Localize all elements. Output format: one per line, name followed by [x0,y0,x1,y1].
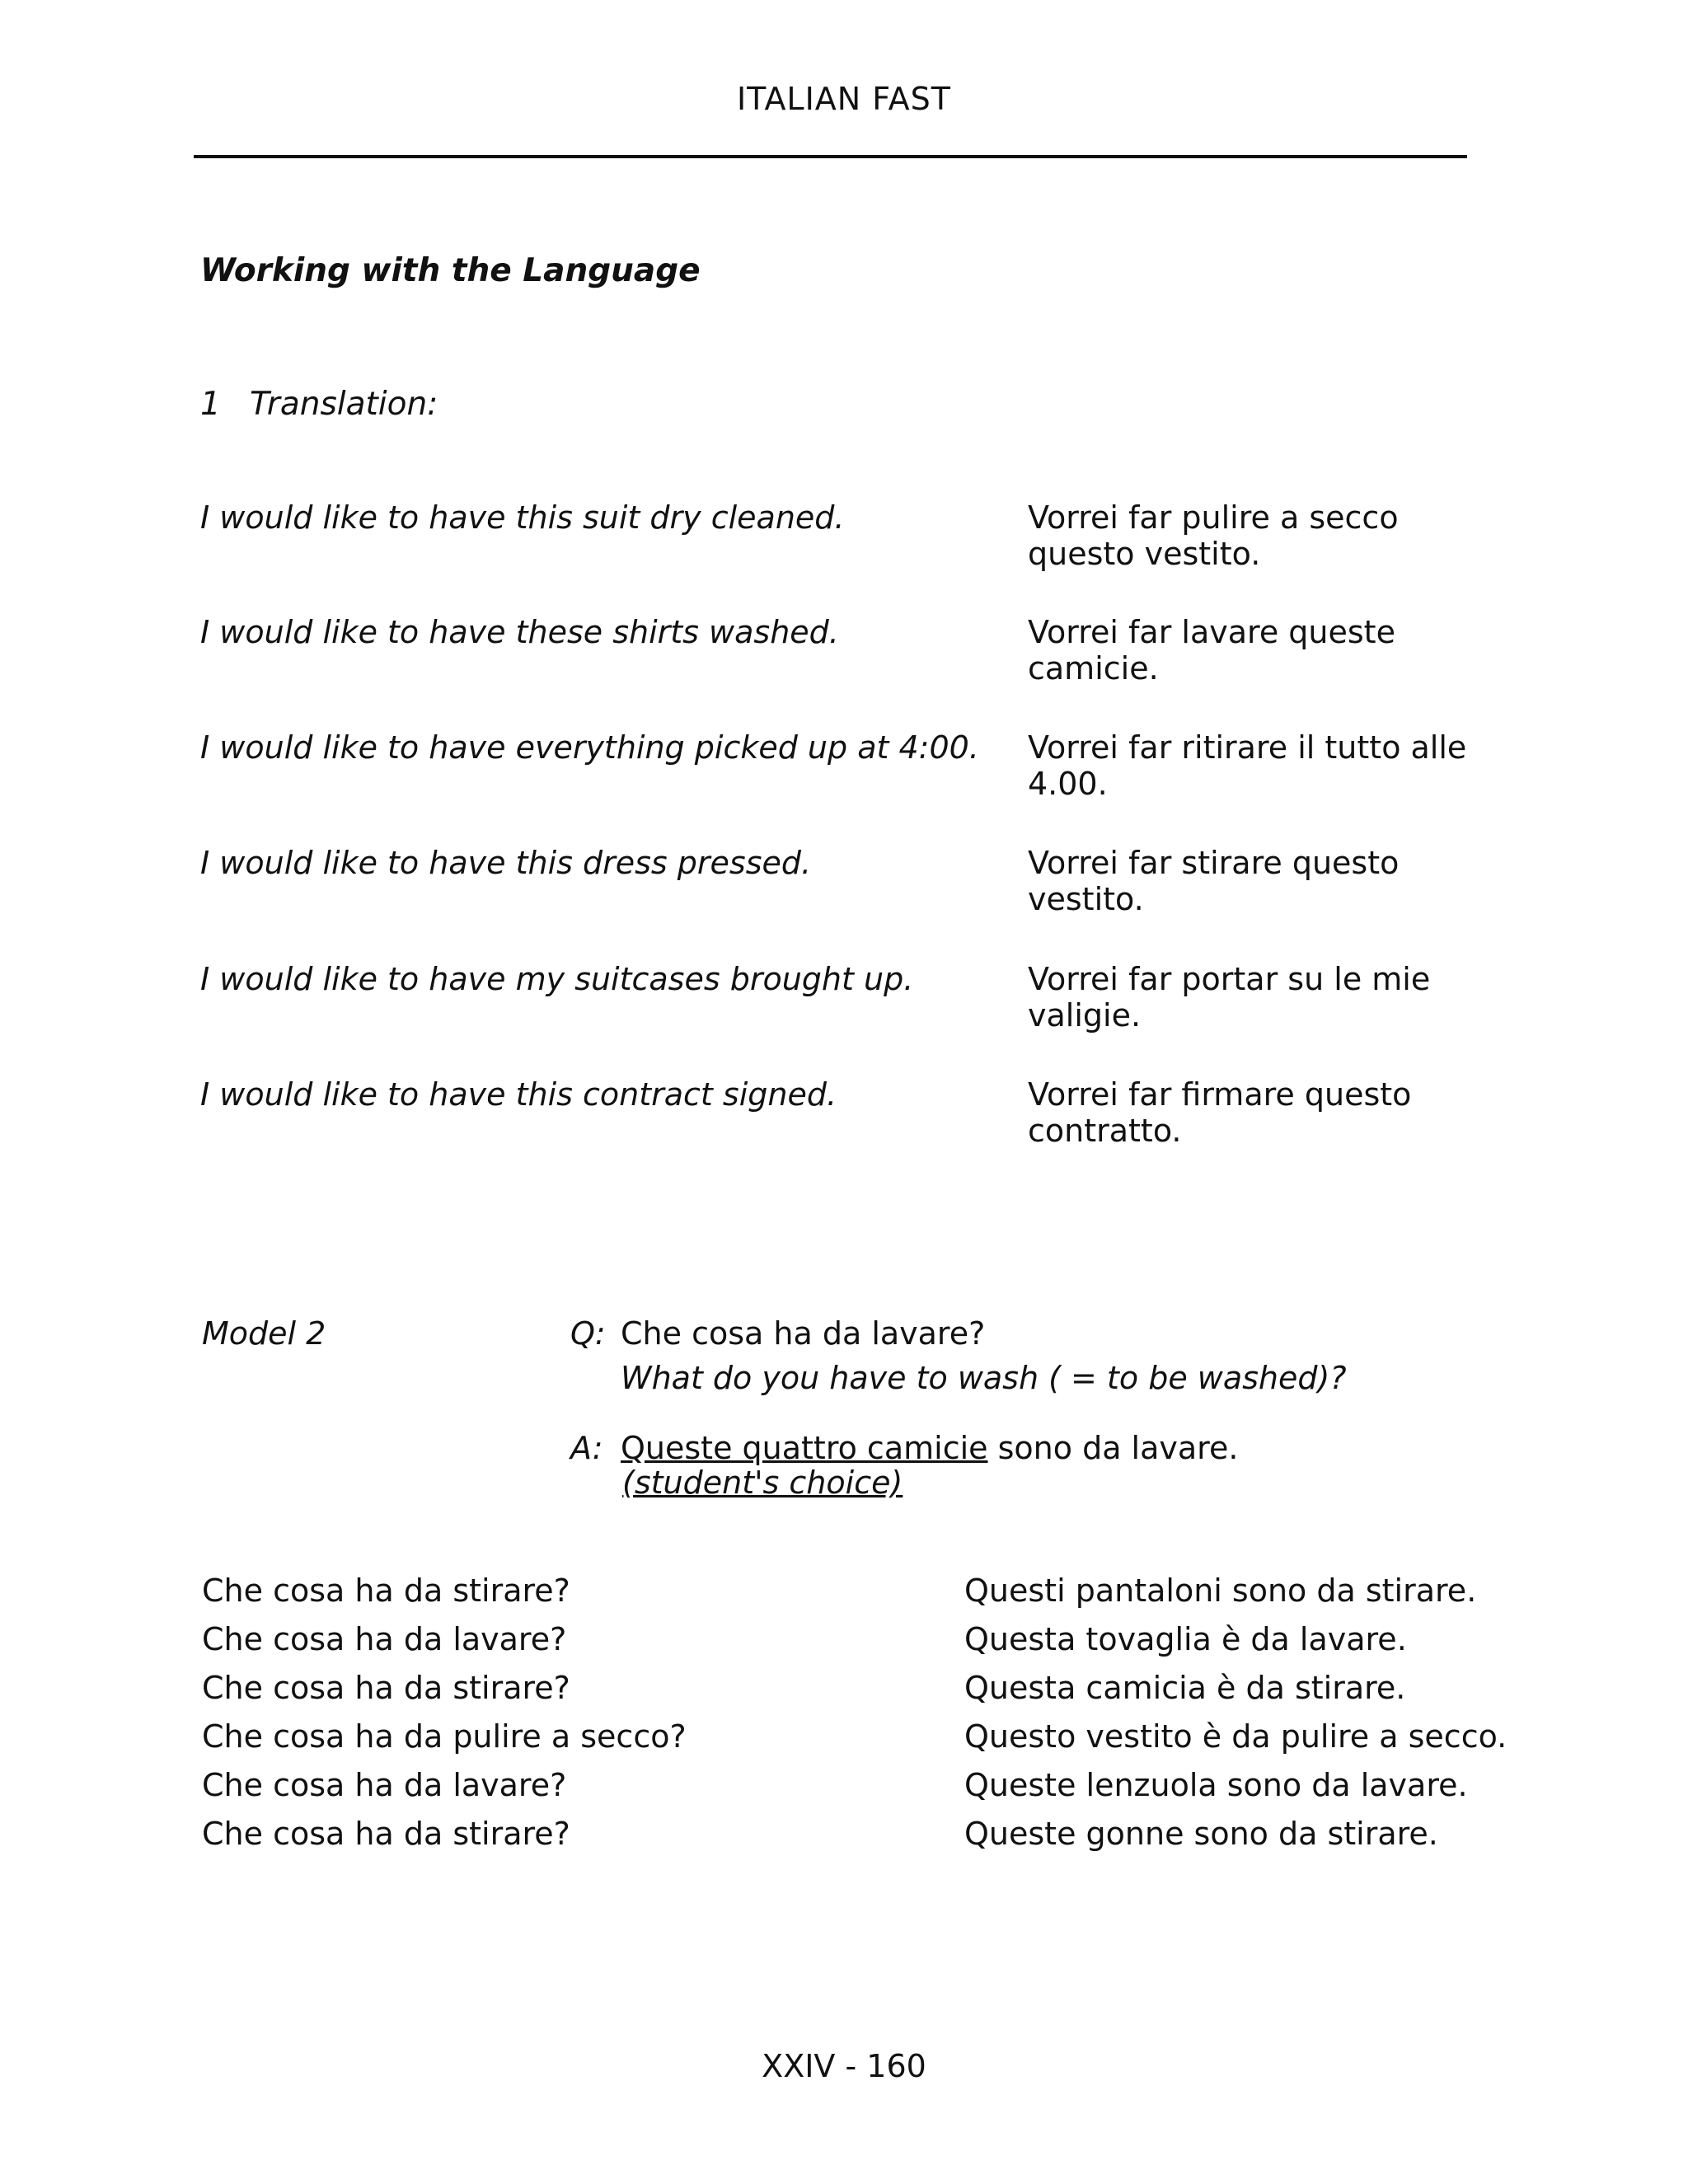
english-sentence: I would like to have everything picked up at 4:00. [200,729,979,766]
exercise-title: Translation: [250,386,438,423]
section-title: Working with the Language [200,252,701,289]
drill-answer: Questa tovaglia è da lavare. [964,1621,1407,1657]
english-sentence: I would like to have my suitcases brought up. [200,961,914,997]
drill-answer: Questo vestito è da pulire a secco. [964,1718,1507,1755]
drill-answer: Queste gonne sono da stirare. [964,1816,1438,1852]
drill-answer: Queste lenzuola sono da lavare. [964,1767,1468,1803]
page-number: XXIV - 160 [762,2048,926,2084]
model-label: Model 2 [202,1315,326,1352]
header-rule [194,155,1467,158]
italian-translation: Vorrei far firmare questo contratto. [1028,1076,1412,1149]
model-answer-note: (student's choice) [622,1465,903,1501]
italian-translation: Vorrei far lavare queste camicie. [1028,614,1395,687]
drill-answer: Questa camicia è da stirare. [964,1670,1406,1706]
model-question-translation: What do you have to wash ( = to be washed)? [621,1360,1347,1396]
drill-question: Che cosa ha da lavare? [202,1767,567,1803]
answer-label: A: [570,1430,603,1466]
italian-translation: Vorrei far ritirare il tutto alle 4.00. [1028,729,1467,802]
drill-question: Che cosa ha da stirare? [202,1572,570,1609]
exercise-number: 1 [200,386,221,423]
italian-translation: Vorrei far stirare questo vestito. [1028,845,1400,917]
english-sentence: I would like to have this contract signed. [200,1076,837,1113]
english-sentence: I would like to have this suit dry cleaned. [200,499,845,536]
model-answer [621,1430,1238,1466]
drill-question: Che cosa ha da stirare? [202,1816,570,1852]
english-sentence: I would like to have these shirts washed. [200,614,839,650]
english-sentence: I would like to have this dress pressed. [200,845,812,881]
drill-question: Che cosa ha da pulire a secco? [202,1718,687,1755]
italian-translation: Vorrei far portar su le mie valigie. [1028,961,1431,1033]
model-answer-rest: sono da lavare. [987,1430,1239,1466]
running-header: ITALIAN FAST [736,81,952,117]
question-label: Q: [570,1315,606,1352]
drill-question: Che cosa ha da stirare? [202,1670,570,1706]
drill-question: Che cosa ha da lavare? [202,1621,567,1657]
drill-answer: Questi pantaloni sono da stirare. [964,1572,1477,1609]
model-answer-choice: Queste quattro camicie [621,1430,988,1466]
model-question: Che cosa ha da lavare? [621,1315,986,1352]
italian-translation: Vorrei far pulire a secco questo vestito. [1028,499,1399,572]
